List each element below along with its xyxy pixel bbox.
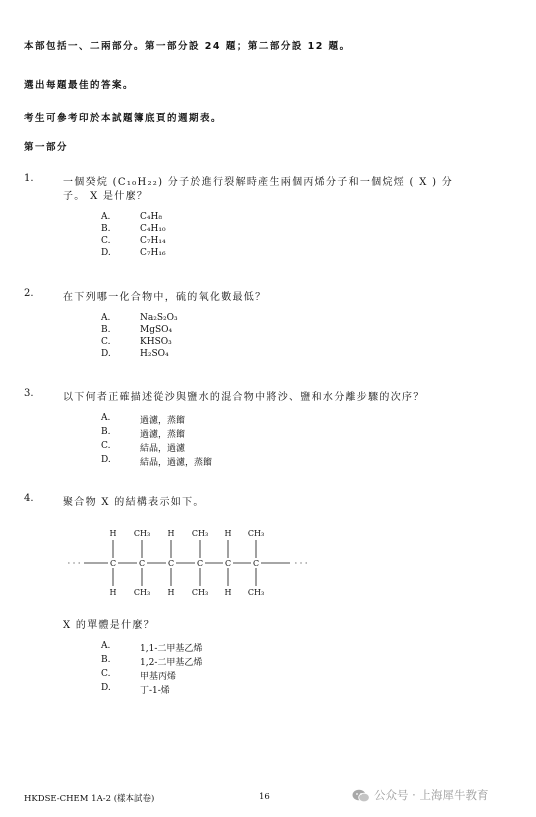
option-label: B. (101, 427, 111, 437)
question-text: 以下何者正確描述從沙與鹽水的混合物中將沙、鹽和水分離步驟的次序？ (63, 392, 425, 403)
polymer-structure (60, 528, 320, 598)
question-text: 聚合物 X 的結構表示如下。 (63, 497, 205, 508)
atom-bottom: H (109, 588, 117, 597)
watermark (352, 787, 488, 803)
option-label: A. (101, 212, 111, 222)
option-label: A. (101, 641, 111, 651)
atom-bottom: CH₃ (247, 588, 265, 597)
option-text: C₇H₁₆ (140, 248, 166, 258)
wechat-icon (352, 789, 370, 803)
option-label: B. (101, 655, 111, 665)
question-text: 在下列哪一化合物中，硫的氧化數最低？ (63, 292, 267, 303)
carbon-atom: C (138, 559, 146, 568)
watermark-text: 公众号 · 上海犀牛教育 (374, 788, 489, 802)
option-label: B. (101, 224, 111, 234)
question-number: 1. (24, 173, 34, 184)
option-label: D. (101, 455, 111, 465)
atom-top: CH₃ (191, 529, 209, 538)
atom-bottom: CH₃ (191, 588, 209, 597)
option-label: D. (101, 683, 111, 693)
ellipsis-right: · · · (294, 559, 308, 568)
atom-top: H (167, 529, 175, 538)
section-title: 第一部分 (24, 142, 69, 153)
option-text: MgSO₄ (140, 325, 173, 335)
question-text-cont: X 的單體是什麼？ (63, 620, 155, 631)
question-text-cont: 子。 X 是什麼？ (63, 191, 149, 202)
option-label: C. (101, 669, 111, 679)
section-instructions: 本部包括一、二兩部分。第一部分設 24 題；第二部分設 12 題。 (24, 41, 351, 52)
option-text: KHSO₃ (140, 337, 172, 347)
option-text: C₄H₁₀ (140, 224, 166, 234)
option-text: C₄H₈ (140, 212, 162, 222)
atom-top: H (109, 529, 117, 538)
polymer-structure-diagram (60, 528, 320, 598)
atom-top: CH₃ (247, 529, 265, 538)
page-number: 16 (259, 792, 270, 802)
atom-bottom: CH₃ (133, 588, 151, 597)
carbon-atom: C (224, 559, 232, 568)
option-text: 1,1-二甲基乙烯 (140, 644, 203, 654)
option-label: A. (101, 313, 111, 323)
option-text: 結晶，過濾 (140, 444, 186, 454)
carbon-atom: C (252, 559, 260, 568)
atom-bottom: H (167, 588, 175, 597)
option-label: C. (101, 236, 111, 246)
option-text: H₂SO₄ (140, 349, 169, 359)
option-label: D. (101, 248, 111, 258)
question-number: 3. (24, 388, 34, 399)
question-text: 一個癸烷 (C₁₀H₂₂) 分子於進行裂解時產生兩個丙烯分子和一個烷烴 ( X ) 分 (63, 177, 454, 188)
option-label: C. (101, 337, 111, 347)
atom-top: CH₃ (133, 529, 151, 538)
question-number: 4. (24, 493, 34, 504)
atom-bottom: H (224, 588, 232, 597)
option-label: A. (101, 413, 111, 423)
atom-top: H (224, 529, 232, 538)
option-label: B. (101, 325, 111, 335)
carbon-atom: C (109, 559, 117, 568)
question-number: 2. (24, 288, 34, 299)
option-label: D. (101, 349, 111, 359)
option-text: 丁-1-烯 (140, 686, 170, 696)
option-label: C. (101, 441, 111, 451)
carbon-atom: C (167, 559, 175, 568)
option-text: 結晶，過濾，蒸餾 (140, 458, 213, 468)
option-text: C₇H₁₄ (140, 236, 166, 246)
option-text: Na₂S₂O₃ (140, 313, 178, 323)
periodic-table-note: 考生可參考印於本試題簿底頁的週期表。 (24, 113, 223, 124)
paper-code: HKDSE-CHEM 1A-2 (樣本試卷) (24, 794, 155, 804)
ellipsis-left: · · · (67, 559, 81, 568)
option-text: 1,2-二甲基乙烯 (140, 658, 203, 668)
option-text: 過濾，蒸餾 (140, 430, 186, 440)
carbon-atom: C (196, 559, 204, 568)
option-text: 甲基丙烯 (140, 672, 177, 682)
answer-instruction: 選出每題最佳的答案。 (24, 80, 135, 91)
option-text: 過濾，蒸餾 (140, 416, 186, 426)
